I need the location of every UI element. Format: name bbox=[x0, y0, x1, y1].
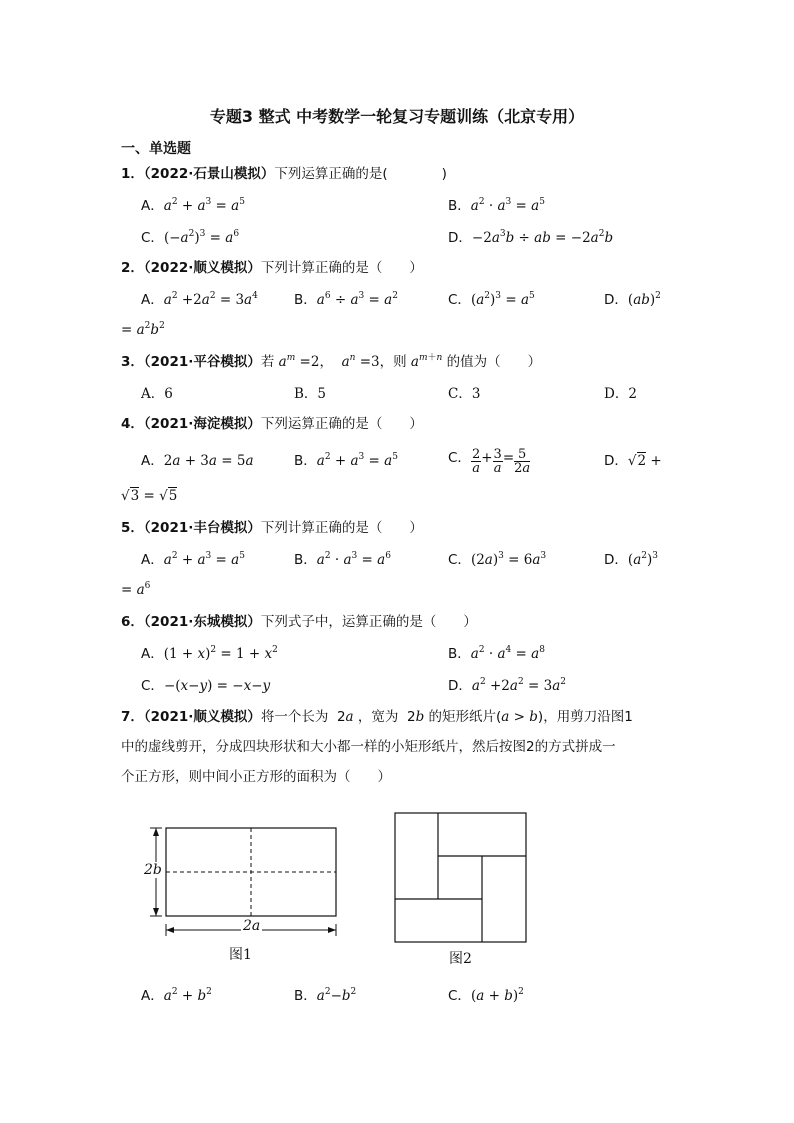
section-heading: 一、单选题 bbox=[121, 141, 191, 157]
question-number: 5． bbox=[121, 520, 144, 536]
question-number: 7． bbox=[121, 709, 144, 725]
option-d[interactable]: D．$-2a^3b$ ÷ ab = $-2a^2b$ bbox=[448, 229, 614, 246]
question-2 bbox=[121, 258, 681, 278]
option-a[interactable]: A．$a^2 + a^3 = a^5$ bbox=[141, 197, 245, 214]
option-c[interactable]: C．$(a^2)^3 = a^5$ bbox=[448, 291, 535, 308]
question-7-line-3: 个正方形，则中间小正方形的面积为（ ） bbox=[121, 769, 391, 785]
question-number: 3． bbox=[121, 354, 144, 370]
option-b[interactable]: B．$a^2 \cdot a^4 = a^8$ bbox=[448, 645, 545, 662]
option-c[interactable]: C．3 bbox=[448, 386, 481, 402]
question-source: （2022·顺义模拟） bbox=[143, 260, 261, 276]
option-c[interactable]: C．$(2a)^3 = 6a^3$ bbox=[448, 551, 547, 568]
option-b[interactable]: B．$a^2 \cdot a^3 = a^5$ bbox=[448, 197, 545, 214]
figure-1-caption: 图1 bbox=[229, 947, 252, 963]
option-c[interactable]: C． $\frac{2}{a}$ + $\frac{3}{a}$ = $\frac{5}{2a}$ bbox=[448, 447, 531, 476]
option-d-continued: = $a^2b^2$ bbox=[121, 321, 165, 338]
option-d-continued: = $a^6$ bbox=[121, 581, 151, 598]
label-2b: 2b bbox=[144, 862, 162, 878]
option-a[interactable]: A．$a^2 + b^2$ bbox=[141, 987, 212, 1004]
question-source: （2021·顺义模拟） bbox=[143, 709, 261, 725]
option-b[interactable]: B．$a^2-b^2$ bbox=[294, 987, 357, 1004]
figure-2-caption: 图2 bbox=[449, 951, 472, 967]
question-6 bbox=[121, 612, 681, 632]
figure-2 bbox=[394, 812, 528, 944]
option-b[interactable]: B．5 bbox=[294, 386, 327, 402]
question-stem: 下列式子中，运算正确的是（ ） bbox=[260, 614, 477, 630]
option-d[interactable]: D．$(a^2)^3$ bbox=[604, 551, 658, 568]
option-a[interactable]: A．$(1 + x)^2 = 1 + x^2$ bbox=[141, 645, 278, 662]
question-7 bbox=[121, 702, 681, 792]
question-5 bbox=[121, 518, 681, 538]
page-title: 专题3 整式 中考数学一轮复习专题训练（北京专用） bbox=[209, 107, 585, 126]
label-2a: 2a bbox=[243, 918, 261, 934]
question-number: 1． bbox=[121, 166, 144, 182]
question-stem: 下列计算正确的是（ ） bbox=[260, 260, 423, 276]
option-a[interactable]: A．$a^2 +2a^2 = 3a^4$ bbox=[141, 291, 258, 308]
question-stem: 下列运算正确的是( ) bbox=[274, 166, 447, 182]
question-4 bbox=[121, 414, 681, 434]
question-1 bbox=[121, 164, 681, 184]
question-source: （2022·石景山模拟） bbox=[143, 166, 275, 182]
question-stem: 下列运算正确的是（ ） bbox=[260, 416, 423, 432]
question-number: 4． bbox=[121, 416, 144, 432]
option-c[interactable]: C．$(-a^2)^3 = a^6$ bbox=[141, 229, 240, 246]
option-a[interactable]: A．$a^2 + a^3 = a^5$ bbox=[141, 551, 245, 568]
question-source: （2021·丰台模拟） bbox=[143, 520, 261, 536]
option-d-continued: √3 = √5 bbox=[121, 488, 178, 504]
option-c[interactable]: C．−(x−y) = −x−y bbox=[141, 678, 271, 694]
question-stem: 下列计算正确的是（ ） bbox=[260, 520, 423, 536]
option-d[interactable]: D．2 bbox=[604, 386, 637, 402]
option-b[interactable]: B．$a^2 + a^3 = a^5$ bbox=[294, 452, 398, 469]
question-source: （2021·东城模拟） bbox=[143, 614, 261, 630]
question-number: 6． bbox=[121, 614, 144, 630]
question-3: 3．（2021·平谷模拟）若 $a^m =2$， $a^n =3$，则 $a^{m+n}$ 的值为（ ） bbox=[121, 353, 542, 370]
question-7-line-2: 中的虚线剪开，分成四块形状和大小都一样的小矩形纸片，然后按图2的方式拼成一 bbox=[121, 739, 616, 755]
question-7-line-1: 7．（2021·顺义模拟）将一个长为 2a ，宽为 2b 的矩形纸片(a > b)，用剪刀沿图1 bbox=[121, 709, 633, 725]
option-d[interactable]: D．(ab)$^2$ bbox=[604, 291, 661, 308]
option-c[interactable]: C．$(a + b)^2$ bbox=[448, 987, 524, 1004]
option-d[interactable]: D．√2 + bbox=[604, 453, 662, 469]
question-source: （2021·平谷模拟） bbox=[143, 354, 261, 370]
option-b[interactable]: B．$a^6 \div a^3 = a^2$ bbox=[294, 291, 398, 308]
option-a[interactable]: A．2a + 3a = 5a bbox=[141, 453, 254, 469]
question-source: （2021·海淀模拟） bbox=[143, 416, 261, 432]
option-b[interactable]: B．$a^2 \cdot a^3 = a^6$ bbox=[294, 551, 391, 568]
option-a[interactable]: A．6 bbox=[141, 386, 173, 402]
question-number: 2． bbox=[121, 260, 144, 276]
option-d[interactable]: D．$a^2 +2a^2 = 3a^2$ bbox=[448, 677, 566, 694]
